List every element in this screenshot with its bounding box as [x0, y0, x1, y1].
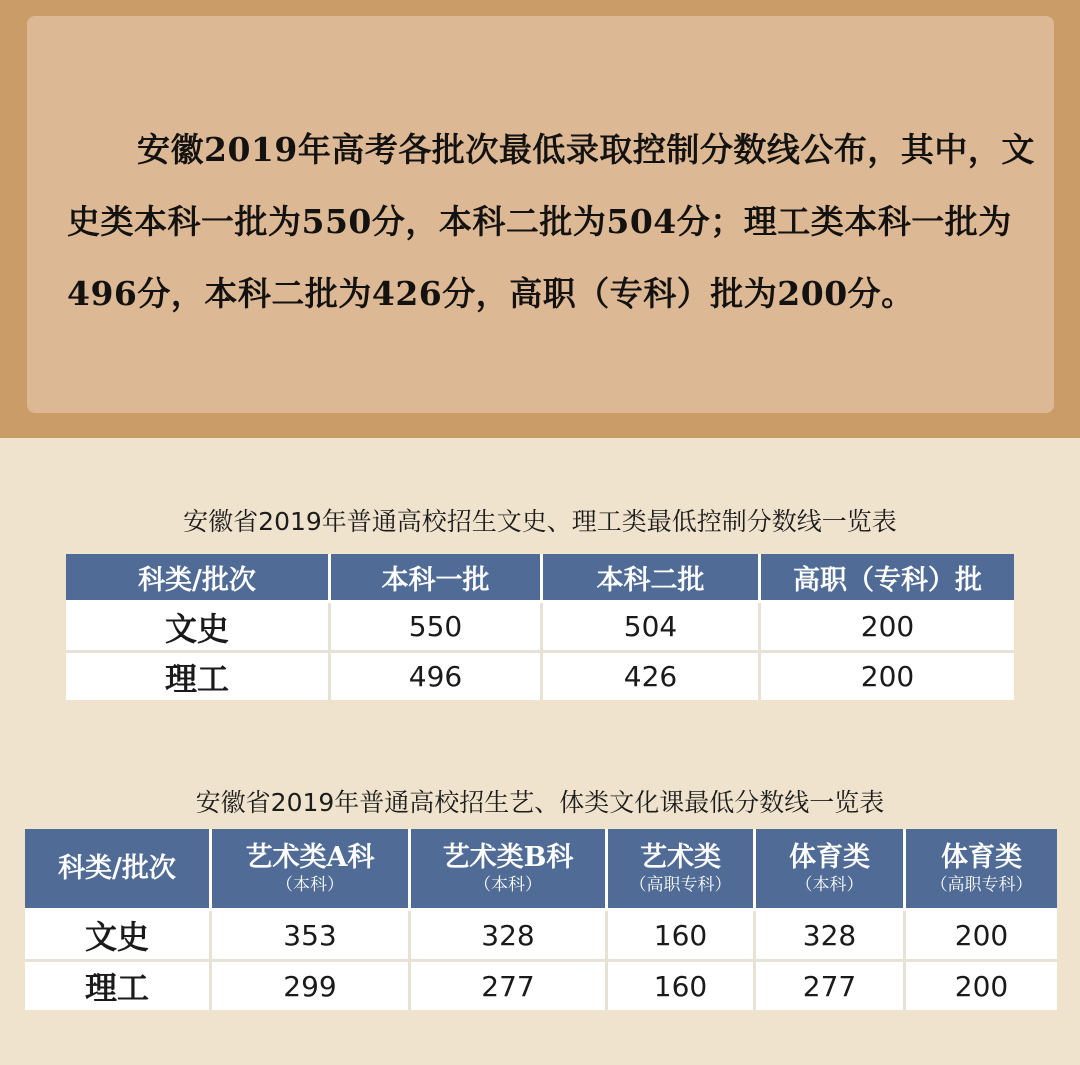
table-cell: 200	[906, 911, 1057, 962]
table-row	[66, 653, 1014, 700]
header-sub-label: （高职专科）	[930, 874, 1033, 895]
header-sub-label: （本科）	[795, 874, 864, 895]
table-cell: 504	[543, 603, 761, 653]
header-vocational: 高职（专科）批	[761, 554, 1014, 603]
table-row	[66, 603, 1014, 653]
table-header-row	[25, 829, 1057, 911]
header-art-b	[411, 829, 608, 911]
header-main-label: 艺术类	[640, 841, 721, 873]
header-main-label: 艺术类B科	[442, 841, 574, 873]
table-cell: 426	[543, 653, 761, 700]
table-cell: 496	[331, 653, 543, 700]
table-row	[25, 962, 1057, 1010]
table-cell: 200	[761, 653, 1014, 700]
row-label: 理工	[25, 962, 212, 1010]
header-main-label: 体育类	[789, 841, 870, 873]
table-cell: 550	[331, 603, 543, 653]
header-category	[25, 829, 212, 911]
table-header-row	[66, 554, 1014, 603]
table1-title: 安徽省2019年普通高校招生文史、理工类最低控制分数线一览表	[183, 507, 897, 536]
table-cell: 277	[756, 962, 906, 1010]
table2-title: 安徽省2019年普通高校招生艺、体类文化课最低分数线一览表	[195, 788, 885, 817]
header-sub-label: （本科）	[276, 874, 344, 895]
table-row	[25, 911, 1057, 962]
table-cell: 328	[411, 911, 608, 962]
header-batch2: 本科二批	[543, 554, 761, 603]
table-cell: 277	[411, 962, 608, 1010]
header-batch1: 本科一批	[331, 554, 543, 603]
notice-text: 安徽2019年高考各批次最低录取控制分数线公布，其中，文史类本科一批为550分，本科二批为504分；理工类本科一批为496分，本科二批为426分，高职（专科）批为200分。	[67, 130, 1035, 313]
header-art-a	[212, 829, 411, 911]
table-cell: 328	[756, 911, 906, 962]
score-table-art-sports	[25, 829, 1057, 1010]
table-cell: 353	[212, 911, 411, 962]
header-sub-label: （高职专科）	[629, 874, 732, 895]
header-sports-vocational	[906, 829, 1057, 911]
header-sub-label: （本科）	[474, 874, 542, 895]
table-cell: 299	[212, 962, 411, 1010]
table-cell: 160	[608, 911, 756, 962]
row-label: 理工	[66, 653, 331, 700]
row-label: 文史	[66, 603, 331, 653]
header-main-label: 科类/批次	[58, 852, 176, 884]
score-table-wenli	[66, 554, 1014, 700]
row-label: 文史	[25, 911, 212, 962]
header-sports	[756, 829, 906, 911]
header-main-label: 体育类	[941, 841, 1022, 873]
header-category: 科类/批次	[66, 554, 331, 603]
table-cell: 200	[906, 962, 1057, 1010]
table-cell: 200	[761, 603, 1014, 653]
header-main-label: 艺术类A科	[245, 841, 375, 873]
notice-card	[27, 16, 1054, 413]
header-art-vocational	[608, 829, 756, 911]
table-cell: 160	[608, 962, 756, 1010]
